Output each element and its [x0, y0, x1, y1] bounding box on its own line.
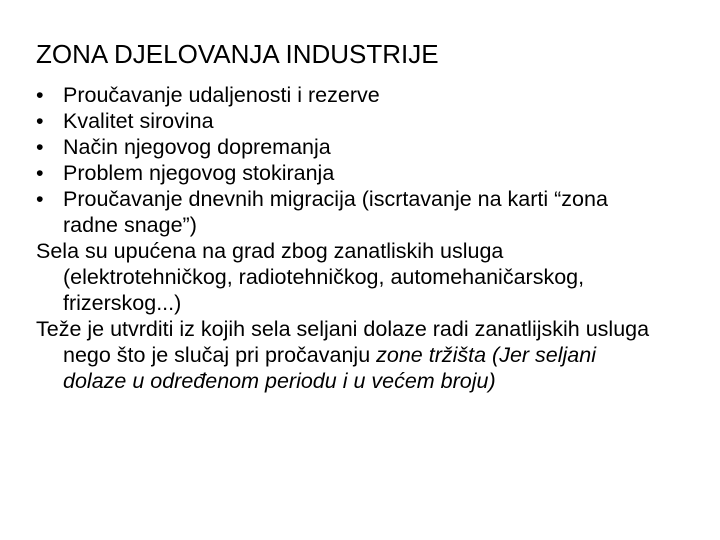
- paragraph-text: Teže je utvrditi iz kojih sela seljani dolaze radi zanatlijskih usluga nego što je slučaj pri pročavanju: [36, 317, 650, 367]
- list-item: [36, 186, 656, 238]
- bullet-icon: •: [36, 187, 44, 211]
- list-item: [36, 82, 656, 108]
- bullet-icon: •: [36, 161, 44, 185]
- bullet-icon: •: [36, 83, 44, 107]
- list-item: [36, 160, 656, 186]
- bullet-icon: •: [36, 135, 44, 159]
- slide-title: ZONA DJELOVANJA INDUSTRIJE: [36, 39, 439, 69]
- bullet-text: Način njegovog dopremanja: [63, 135, 331, 159]
- list-item: [36, 134, 656, 160]
- bullet-icon: •: [36, 109, 44, 133]
- bullet-text: Proučavanje dnevnih migracija (iscrtavanje na karti “zona radne snage”): [63, 187, 608, 237]
- slide-body: [36, 82, 656, 394]
- bullet-text: Kvalitet sirovina: [63, 109, 214, 133]
- paragraph-villages: [36, 316, 656, 394]
- paragraph-italic-text: zone tržišta (Jer seljani dolaze u određenom periodu i u većem broju): [63, 343, 597, 393]
- bullet-text: Problem njegovog stokiranja: [63, 161, 335, 185]
- bullet-text: Proučavanje udaljenosti i rezerve: [63, 83, 380, 107]
- bullet-list: [36, 82, 656, 238]
- paragraph-services: Sela su upućena na grad zbog zanatliskih usluga (elektrotehničkog, radiotehničkog, automehaničarskog, frizerskog...): [36, 239, 585, 315]
- list-item: [36, 108, 656, 134]
